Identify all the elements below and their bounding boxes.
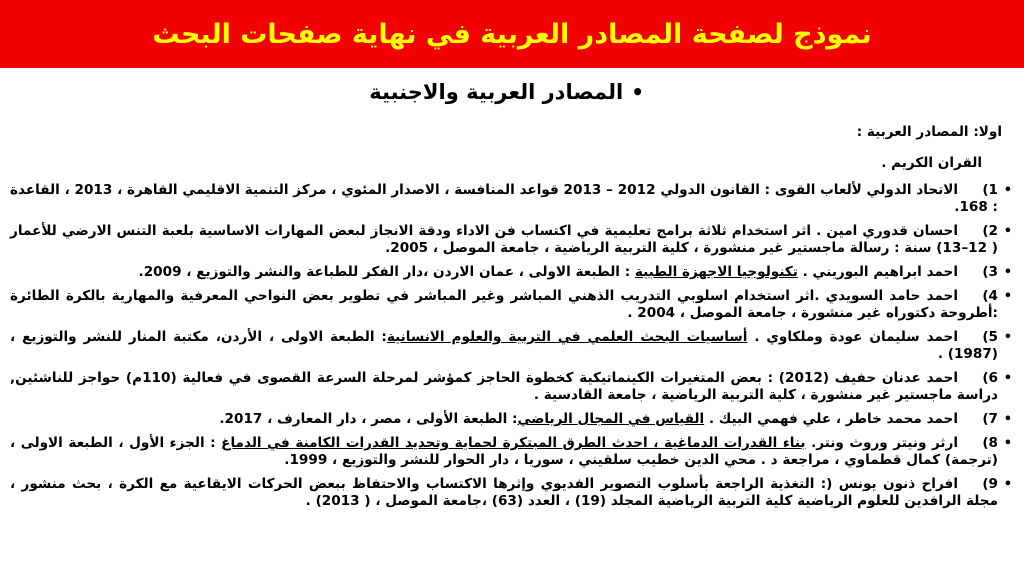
reference-book-title: القياس في المجال الرياضي: [517, 411, 705, 427]
reference-number: 1): [982, 182, 998, 198]
reference-number: 2): [982, 223, 998, 239]
reference-item: [6, 411, 1012, 428]
reference-text: احمد حامد السويدي .اثر استخدام اسلوبي التدريب الذهني المباشر وغير المباشر في تطوير بعض النواحي المعرفية والمهارية بالكرة الطائرة :أطروحة دكتوراه غير منشورة ، جامعة الموصل ، 2004 .: [10, 288, 998, 321]
reference-text: احسان قدوري امين . اثر استخدام ثلاثة برامج تعليمية في اكتساب فن الاداء ودقة الانجاز لبعض المهارات الاساسية بلعبة التنس الارضي للأعمار ( 12–13) سنة : رسالة ماجستير غير منشورة ، كلية التربية الرياضية ، جامعة الموصل ، 2005.: [10, 223, 998, 256]
reference-item: [6, 264, 1012, 281]
section-title: اولا: المصادر العربية :: [856, 124, 1002, 140]
reference-item: [6, 370, 1012, 404]
title-banner: [0, 0, 1024, 68]
reference-text: احمد عدنان حفيف (2012) : بعض المتغيرات الكينماتيكية كخطوة الحاجز كمؤشر لمرحلة السرعة القصوى في فعالية (110م) حواجز للناشئين, دراسة ماجستير غير منشورة ، كلية التربية الرياضية ، جامعة القادسية .: [10, 370, 998, 403]
reference-item: [6, 329, 1012, 363]
reference-book-title: أساسيات البحث العلمي في التربية والعلوم الانسانية: [386, 329, 748, 345]
reference-number: 5): [982, 329, 998, 345]
reference-text-rest: : الجزء الأول ، الطبعة الاولى ، (ترجمة) كمال قطماوي ، مراجعة د . محي الدين خطيب سلقيني ، سوريا ، دار الحوار للنشر والتوزيع ، 1999.: [10, 435, 998, 468]
reference-text: ارثر ونيتر وروث ونتر.: [805, 435, 958, 451]
reference-text-rest: : الطبعة الاولى ، الأردن، مكتبة المنار للنشر والتوزيع ، (1987) .: [10, 329, 998, 362]
quran-entry: القران الكريم .: [881, 155, 982, 171]
reference-book-title: بناء القدرات الدماغية ، احدث الطرق المبتكرة لحماية وتحديد القدرات الكامنة في الدماغ: [221, 435, 806, 451]
reference-number: 9): [982, 476, 998, 492]
reference-text: الاتحاد الدولي لألعاب القوى : القانون الدولي 2012 – 2013 قواعد المنافسة ، الاصدار المئوي ، مركز التنمية الاقليمي القاهرة ، 2013 ، القاعدة : 168.: [10, 182, 998, 215]
reference-text: احمد محمد خاطر ، علي فهمي البيك .: [704, 411, 958, 427]
references-list: [6, 182, 1012, 510]
reference-text: افراح ذنون يونس (: التغذية الراجعة بأسلوب التصوير الفديوي وإثرها الاكتساب والاحتفاظ ببعض الحركات الايقاعية مع الكرة ، بحث منشور ، مجلة الرافدين للعلوم الرياضية كلية التربية الرياضية المجلد (19) ، العدد (63) ،جامعة الموصل ، ( 2013) .: [10, 476, 998, 509]
reference-text: احمد ابراهيم البوريني .: [797, 264, 958, 280]
reference-number: 7): [982, 411, 998, 427]
reference-number: 8): [982, 435, 998, 451]
reference-item: [6, 435, 1012, 469]
heading-text: المصادر العربية والاجنبية: [369, 80, 624, 104]
reference-number: 4): [982, 288, 998, 304]
reference-item: [6, 476, 1012, 510]
reference-book-title: تكنولوجيا الاجهزة الطبية: [634, 264, 798, 280]
reference-item: [6, 223, 1012, 257]
reference-number: 6): [982, 370, 999, 386]
reference-item: [6, 182, 1012, 216]
reference-text-rest: : الطبعة الاولى ، عمان الاردن ،دار الفكر للطباعة والنشر والتوزيع ، 2009.: [138, 264, 635, 280]
slide-heading: [369, 80, 644, 104]
references-content: [6, 124, 1012, 517]
banner-title: نموذج لصفحة المصادر العربية في نهاية صفحات البحث: [152, 18, 872, 50]
reference-text: احمد سليمان عودة وملكاوي .: [747, 329, 958, 345]
reference-text-rest: : الطبعة الأولى ، مصر ، دار المعارف ، 2017.: [219, 411, 518, 427]
reference-item: [6, 288, 1012, 322]
heading-bullet: •: [631, 80, 644, 104]
reference-number: 3): [982, 264, 998, 280]
